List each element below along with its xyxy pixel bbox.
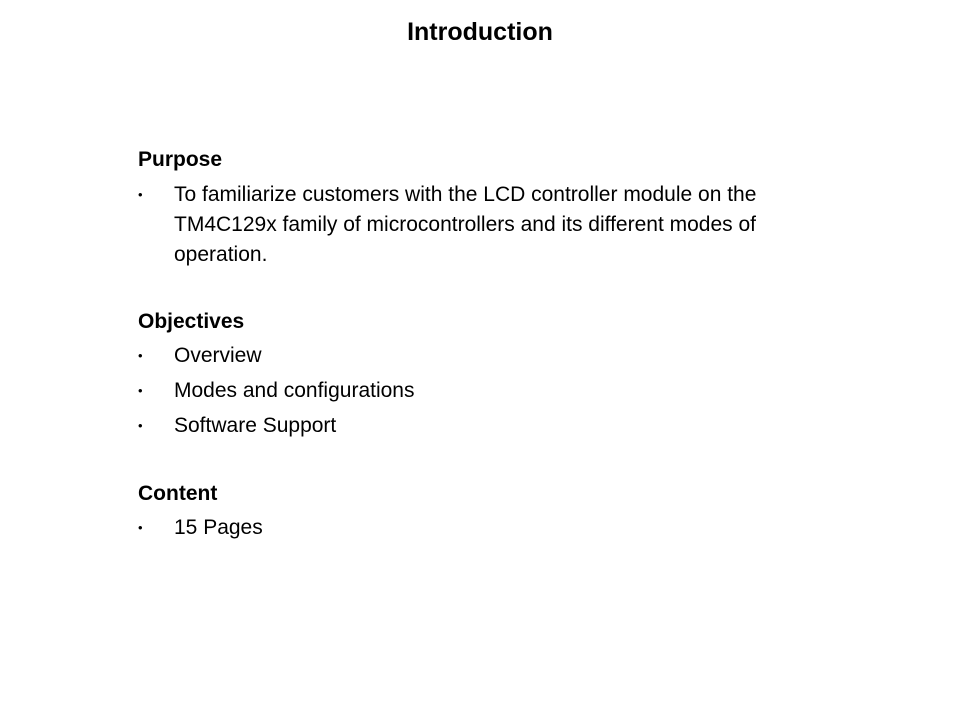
section-content: [138, 480, 838, 543]
bullet-list-objectives: [138, 341, 838, 441]
section-heading-purpose: Purpose: [138, 148, 223, 171]
bullet-list-purpose: [138, 180, 838, 270]
bullet-item: [138, 513, 838, 543]
section-purpose: [138, 146, 838, 270]
section-objectives: [138, 308, 838, 441]
bullet-text: Software Support: [174, 414, 337, 437]
section-heading-content: Content: [138, 482, 218, 505]
bullet-text: 15 Pages: [174, 516, 263, 539]
bullet-icon: •: [138, 520, 143, 535]
bullet-item: [138, 411, 838, 441]
bullet-icon: •: [138, 348, 143, 363]
bullet-list-content: [138, 513, 838, 543]
bullet-item: [138, 180, 838, 270]
bullet-item: [138, 341, 838, 371]
slide-title: Introduction: [407, 18, 553, 46]
bullet-icon: •: [138, 418, 143, 433]
bullet-text: Overview: [174, 344, 262, 367]
section-heading-objectives: Objectives: [138, 310, 245, 333]
bullet-text: To familiarize customers with the LCD controller module on the TM4C129x family of microcontrollers and its different modes of operation.: [174, 183, 757, 266]
bullet-icon: •: [138, 187, 143, 202]
bullet-icon: •: [138, 383, 143, 398]
bullet-text: Modes and configurations: [174, 379, 415, 402]
bullet-item: [138, 376, 838, 406]
